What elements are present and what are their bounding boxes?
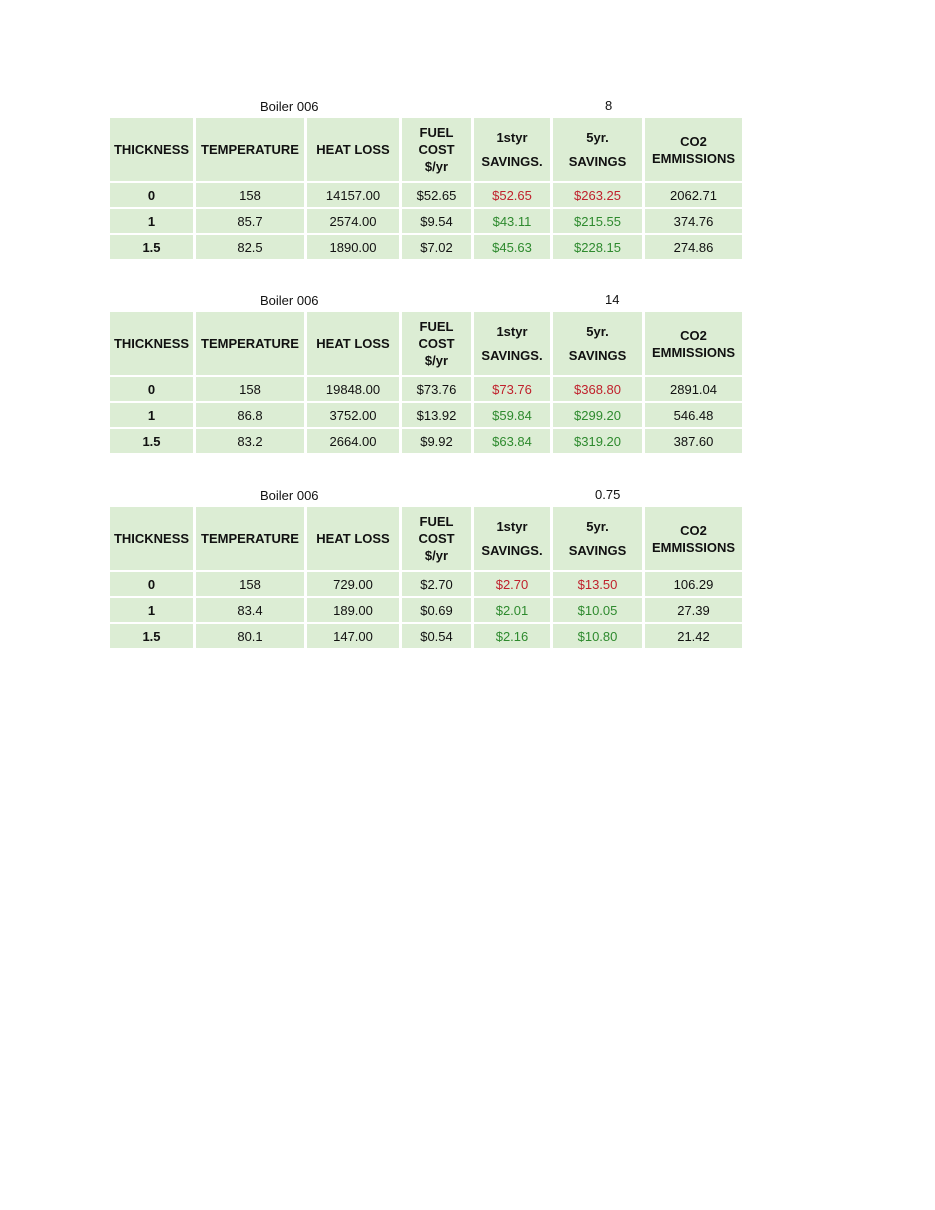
header-row: [110, 118, 742, 181]
header-savings-1yr-line2: SAVINGS.: [481, 154, 543, 169]
header-fuel-cost: [402, 507, 471, 570]
cell-heat-loss: 2664.00: [307, 429, 399, 453]
header-savings-1yr: [474, 312, 550, 375]
heat-loss-table: [107, 116, 745, 261]
cell-savings-1yr: $2.01: [474, 598, 550, 622]
header-fuel-cost-line3: $/yr: [424, 159, 449, 174]
header-savings-5yr-line1: 5yr.: [586, 519, 609, 534]
cell-fuel-cost: $0.54: [402, 624, 471, 648]
cell-savings-1yr: $59.84: [474, 403, 550, 427]
boiler-name: Boiler 006: [260, 293, 319, 308]
header-heat-loss: HEAT LOSS: [307, 118, 399, 181]
cell-fuel-cost: $13.92: [402, 403, 471, 427]
cell-savings-5yr: $263.25: [553, 183, 642, 207]
header-row: [110, 312, 742, 375]
header-heat-loss: HEAT LOSS: [307, 507, 399, 570]
cell-fuel-cost: $7.02: [402, 235, 471, 259]
cell-heat-loss: 2574.00: [307, 209, 399, 233]
header-savings-5yr-line1: 5yr.: [586, 324, 609, 339]
cell-co2: 546.48: [645, 403, 742, 427]
header-co2-line1: CO2: [680, 327, 707, 343]
cell-temperature: 86.8: [196, 403, 304, 427]
header-thickness: THICKNESS: [110, 507, 193, 570]
cell-temperature: 83.2: [196, 429, 304, 453]
cell-temperature: 158: [196, 572, 304, 596]
header-savings-5yr: [553, 312, 642, 375]
header-temperature: TEMPERATURE: [196, 507, 304, 570]
cell-savings-1yr: $2.16: [474, 624, 550, 648]
cell-thickness: 1.5: [110, 235, 193, 259]
header-co2-line2: EMMISSIONS: [651, 539, 736, 555]
cell-savings-5yr: $319.20: [553, 429, 642, 453]
cell-heat-loss: 147.00: [307, 624, 399, 648]
table-caption: [110, 98, 745, 116]
header-savings-1yr-line1: 1styr: [496, 324, 528, 339]
table-row: [110, 598, 742, 622]
cell-thickness: 1.5: [110, 624, 193, 648]
cell-fuel-cost: $52.65: [402, 183, 471, 207]
cell-temperature: 158: [196, 377, 304, 401]
header-co2: [645, 507, 742, 570]
table-row: [110, 209, 742, 233]
cell-thickness: 1: [110, 403, 193, 427]
cell-temperature: 83.4: [196, 598, 304, 622]
table-row: [110, 377, 742, 401]
header-savings-5yr: [553, 118, 642, 181]
cell-fuel-cost: $9.54: [402, 209, 471, 233]
header-co2: [645, 118, 742, 181]
header-co2: [645, 312, 742, 375]
header-savings-5yr: [553, 507, 642, 570]
cell-savings-5yr: $10.05: [553, 598, 642, 622]
table-row: [110, 572, 742, 596]
header-fuel-cost: [402, 312, 471, 375]
header-fuel-cost-line3: $/yr: [424, 353, 449, 368]
cell-savings-5yr: $13.50: [553, 572, 642, 596]
boiler-table-3: [110, 487, 745, 650]
header-fuel-cost-line2: COST: [418, 531, 455, 546]
cell-thickness: 0: [110, 377, 193, 401]
header-temperature: TEMPERATURE: [196, 118, 304, 181]
header-co2-line1: CO2: [680, 522, 707, 538]
table-row: [110, 429, 742, 453]
table-caption: [110, 487, 745, 505]
cell-fuel-cost: $73.76: [402, 377, 471, 401]
header-savings-1yr-line2: SAVINGS.: [481, 543, 543, 558]
header-savings-1yr: [474, 118, 550, 181]
header-savings-5yr-line2: SAVINGS: [568, 154, 627, 169]
cell-thickness: 0: [110, 183, 193, 207]
cell-co2: 106.29: [645, 572, 742, 596]
cell-savings-5yr: $228.15: [553, 235, 642, 259]
header-co2-line1: CO2: [680, 133, 707, 149]
header-co2-line2: EMMISSIONS: [651, 150, 736, 166]
header-thickness: THICKNESS: [110, 118, 193, 181]
boiler-table-1: [110, 98, 745, 261]
cell-temperature: 158: [196, 183, 304, 207]
header-savings-1yr-line1: 1styr: [496, 130, 528, 145]
cell-savings-5yr: $299.20: [553, 403, 642, 427]
cell-heat-loss: 3752.00: [307, 403, 399, 427]
cell-co2: 21.42: [645, 624, 742, 648]
cell-fuel-cost: $0.69: [402, 598, 471, 622]
cell-savings-5yr: $10.80: [553, 624, 642, 648]
table-caption: [110, 292, 745, 310]
header-savings-1yr-line1: 1styr: [496, 519, 528, 534]
cell-co2: 387.60: [645, 429, 742, 453]
boiler-name: Boiler 006: [260, 99, 319, 114]
cell-thickness: 1: [110, 598, 193, 622]
cell-heat-loss: 14157.00: [307, 183, 399, 207]
header-heat-loss: HEAT LOSS: [307, 312, 399, 375]
cell-thickness: 0: [110, 572, 193, 596]
table-row: [110, 403, 742, 427]
header-fuel-cost: [402, 118, 471, 181]
header-savings-1yr: [474, 507, 550, 570]
cell-savings-1yr: $52.65: [474, 183, 550, 207]
cell-co2: 374.76: [645, 209, 742, 233]
header-savings-1yr-line2: SAVINGS.: [481, 348, 543, 363]
table-row: [110, 624, 742, 648]
header-savings-5yr-line1: 5yr.: [586, 130, 609, 145]
cell-co2: 2062.71: [645, 183, 742, 207]
pipe-size-value: 8: [605, 98, 613, 113]
cell-savings-1yr: $45.63: [474, 235, 550, 259]
cell-thickness: 1: [110, 209, 193, 233]
header-temperature: TEMPERATURE: [196, 312, 304, 375]
header-thickness: THICKNESS: [110, 312, 193, 375]
cell-fuel-cost: $2.70: [402, 572, 471, 596]
cell-co2: 274.86: [645, 235, 742, 259]
heat-loss-table: [107, 310, 745, 455]
cell-heat-loss: 729.00: [307, 572, 399, 596]
cell-co2: 2891.04: [645, 377, 742, 401]
header-fuel-cost-line3: $/yr: [424, 548, 449, 563]
header-savings-5yr-line2: SAVINGS: [568, 348, 627, 363]
cell-savings-1yr: $2.70: [474, 572, 550, 596]
cell-thickness: 1.5: [110, 429, 193, 453]
cell-savings-1yr: $43.11: [474, 209, 550, 233]
cell-savings-1yr: $73.76: [474, 377, 550, 401]
cell-temperature: 80.1: [196, 624, 304, 648]
cell-savings-1yr: $63.84: [474, 429, 550, 453]
table-row: [110, 183, 742, 207]
header-fuel-cost-line1: FUEL: [419, 514, 454, 529]
cell-heat-loss: 19848.00: [307, 377, 399, 401]
pipe-size-value: 14: [605, 292, 620, 307]
header-fuel-cost-line2: COST: [418, 142, 455, 157]
cell-savings-5yr: $215.55: [553, 209, 642, 233]
header-fuel-cost-line1: FUEL: [419, 125, 454, 140]
table-row: [110, 235, 742, 259]
header-savings-5yr-line2: SAVINGS: [568, 543, 627, 558]
header-co2-line2: EMMISSIONS: [651, 344, 736, 360]
cell-heat-loss: 1890.00: [307, 235, 399, 259]
boiler-table-2: [110, 292, 745, 455]
cell-temperature: 85.7: [196, 209, 304, 233]
header-fuel-cost-line1: FUEL: [419, 319, 454, 334]
pipe-size-value: 0.75: [595, 487, 621, 502]
cell-savings-5yr: $368.80: [553, 377, 642, 401]
heat-loss-table: [107, 505, 745, 650]
header-fuel-cost-line2: COST: [418, 336, 455, 351]
cell-fuel-cost: $9.92: [402, 429, 471, 453]
cell-temperature: 82.5: [196, 235, 304, 259]
header-row: [110, 507, 742, 570]
cell-heat-loss: 189.00: [307, 598, 399, 622]
boiler-name: Boiler 006: [260, 488, 319, 503]
cell-co2: 27.39: [645, 598, 742, 622]
